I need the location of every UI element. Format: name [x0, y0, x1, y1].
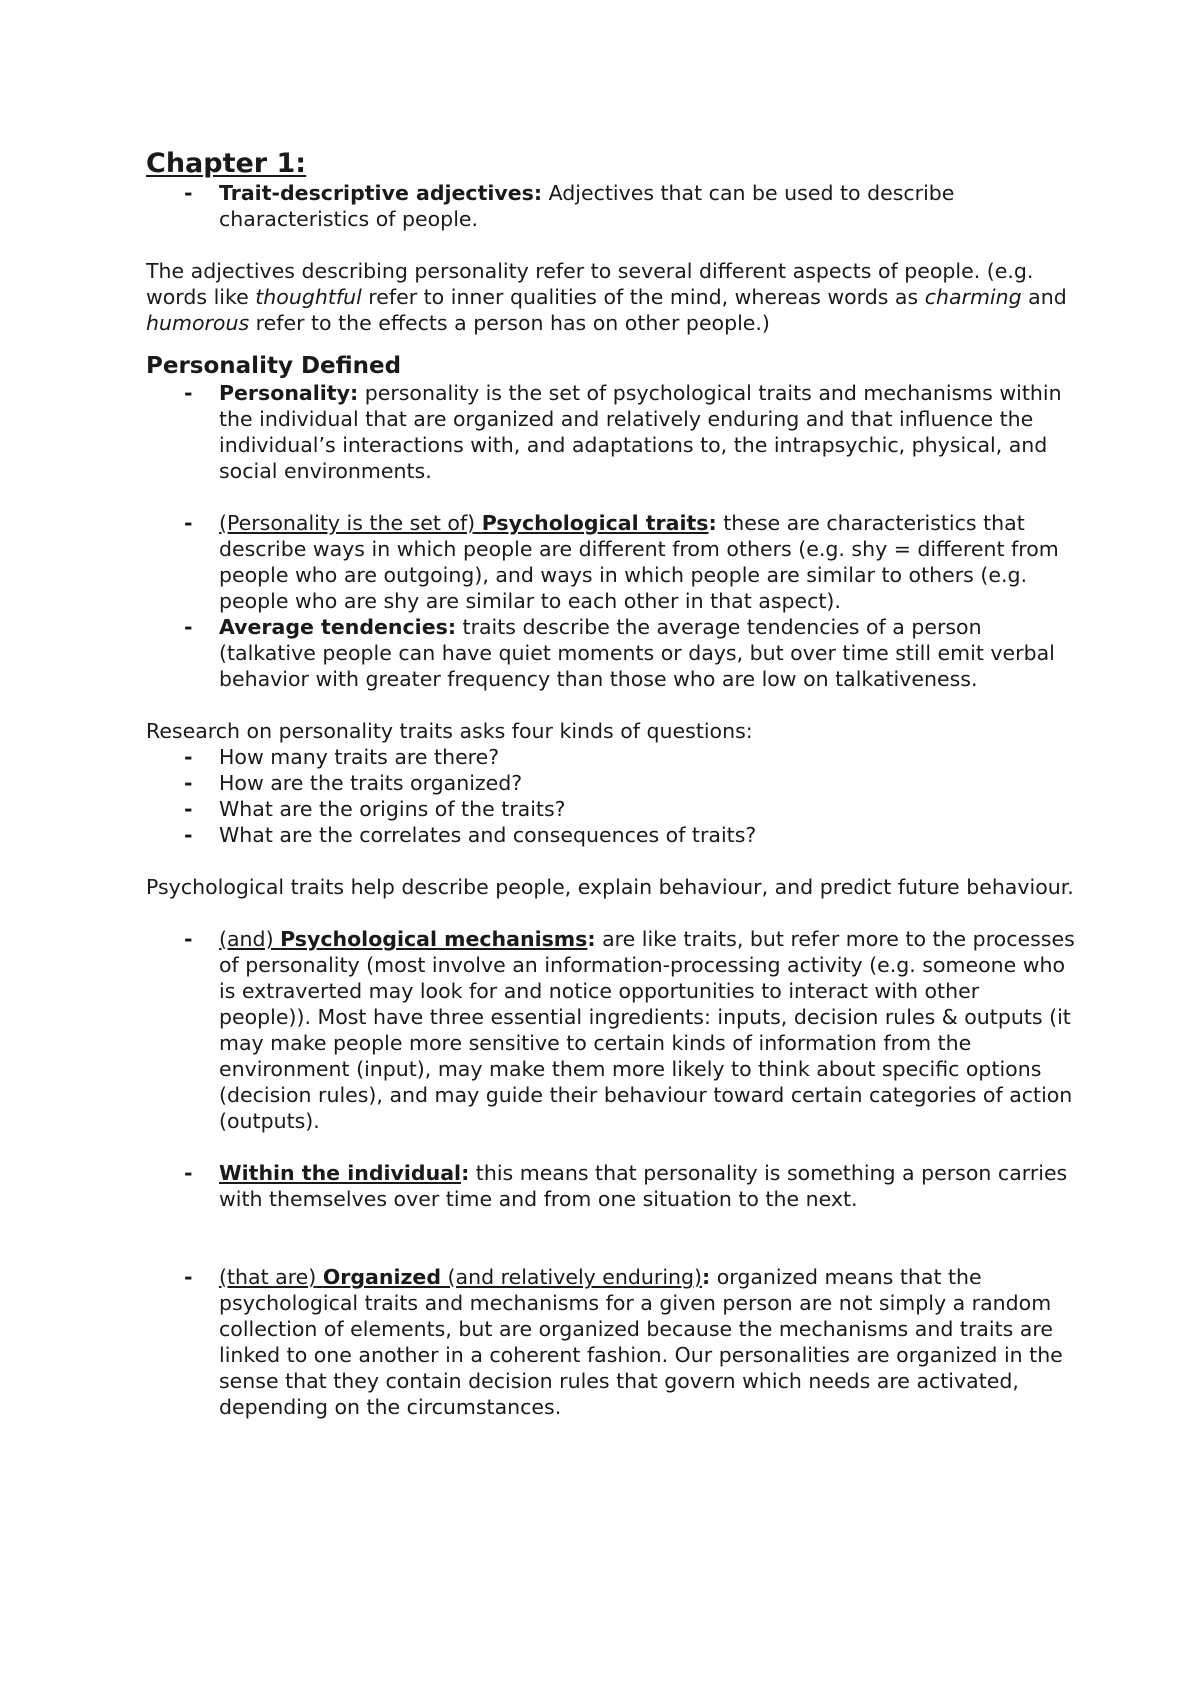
- paragraph-text: and: [1021, 285, 1067, 309]
- question-text: What are the correlates and consequences of traits?: [219, 823, 757, 847]
- paragraph-text: refer to the effects a person has on other people.): [249, 311, 770, 335]
- italic-word: charming: [924, 285, 1022, 309]
- bullet-dash: -: [184, 381, 193, 405]
- list-item: [146, 770, 1076, 796]
- italic-word: humorous: [146, 311, 250, 335]
- definition-text: organized means that the psychological traits and mechanisms for a given person are not simply a random collection of elements, but are organized because the mechanisms and traits are linked to one another in a coherent fashion. Our personalities are organized in the sense that they contain decision rules that govern which needs are activated, depending on the circumstances.: [219, 1265, 1063, 1419]
- definition-text: traits describe the average tendencies of a person (talkative people can have quiet moments or days, but over time still emit verbal behavior with greater frequency than those who are low on talkativeness.: [219, 615, 1055, 691]
- list-item: [146, 796, 1076, 822]
- term-organized: Organized: [322, 1265, 442, 1289]
- questions-list: [146, 744, 1076, 848]
- bullet-dash: -: [184, 797, 193, 821]
- bullet-dash: -: [184, 1161, 193, 1185]
- colon: :: [587, 927, 596, 951]
- list-item: [146, 1264, 1076, 1420]
- colon: :: [702, 1265, 711, 1289]
- document-content: [146, 148, 1076, 1420]
- definition-text: are like traits, but refer more to the processes of personality (most involve an information-processing activity (e.g. someone who is extraverted may look for and notice opportunities to interact with other people)). Most have three essential ingredients: inputs, decision rules & outputs (it may make people more sensitive to certain kinds of information from the environment (input), may make them more likely to think about specific options (decision rules), and may guide their behaviour toward certain categories of action (outputs).: [219, 927, 1075, 1133]
- paragraph-text: The adjectives describing personality refer to several different aspects of people. (e.g. words like: [146, 259, 1034, 309]
- bullet-dash: -: [184, 615, 193, 639]
- adjectives-paragraph: [146, 258, 1076, 336]
- term-psychological-traits: Psychological traits: [481, 511, 709, 535]
- list-item: [146, 1160, 1076, 1212]
- mechanisms-list: [146, 926, 1076, 1134]
- colon: :: [461, 1161, 470, 1185]
- list-item: [146, 380, 1076, 484]
- definition-text: this means that personality is something a person carries with themselves over time and from one situation to the next.: [219, 1161, 1068, 1211]
- list-item: [146, 822, 1076, 848]
- bullet-dash: -: [184, 745, 193, 769]
- term-prefix: (Personality is the set of): [219, 511, 476, 535]
- definition-text: Adjectives that can be used to describe characteristics of people.: [219, 181, 955, 231]
- organized-list: [146, 1264, 1076, 1420]
- italic-word: thoughtful: [255, 285, 362, 309]
- colon: :: [708, 511, 717, 535]
- list-item: [146, 510, 1076, 614]
- term-prefix: (that are): [219, 1265, 317, 1289]
- term-within-individual: Within the individual: [219, 1161, 462, 1185]
- list-item: [146, 614, 1076, 692]
- definition-text: personality is the set of psychological traits and mechanisms within the individual that are organized and relatively enduring and that influence the individual’s interactions with, and adaptations to, the intrapsychic, physical, and social environments.: [219, 381, 1062, 483]
- bullet-dash: -: [184, 1265, 193, 1289]
- list-item: [146, 744, 1076, 770]
- definition-text: these are characteristics that describe ways in which people are different from others (e.g. shy = different from people who are outgoing), and ways in which people are similar to others (e.g. people who are shy are similar to each other in that aspect).: [219, 511, 1059, 613]
- question-text: How many traits are there?: [219, 745, 500, 769]
- bullet-dash: -: [184, 927, 193, 951]
- list-item: [146, 180, 1076, 232]
- term-trait-adjectives: Trait-descriptive adjectives:: [219, 181, 543, 205]
- question-text: How are the traits organized?: [219, 771, 523, 795]
- bullet-dash: -: [184, 823, 193, 847]
- term-psychological-mechanisms: Psychological mechanisms: [280, 927, 588, 951]
- traits-list: [146, 510, 1076, 692]
- section-title: Personality Defined: [146, 353, 402, 379]
- term-personality: Personality:: [219, 381, 359, 405]
- question-text: What are the origins of the traits?: [219, 797, 566, 821]
- research-intro: Research on personality traits asks four kinds of questions:: [146, 719, 753, 743]
- term-suffix: (and relatively enduring): [441, 1265, 703, 1289]
- paragraph-text: refer to inner qualities of the mind, whereas words as: [361, 285, 925, 309]
- describe-paragraph: Psychological traits help describe people, explain behaviour, and predict future behaviour.: [146, 875, 1074, 899]
- within-list: [146, 1160, 1076, 1212]
- list-item: [146, 926, 1076, 1134]
- personality-list: [146, 380, 1076, 484]
- chapter-title: Chapter 1:: [146, 148, 307, 179]
- bullet-dash: -: [184, 181, 193, 205]
- trait-adjectives-list: [146, 180, 1076, 232]
- bullet-dash: -: [184, 511, 193, 535]
- term-prefix: (and): [219, 927, 274, 951]
- bullet-dash: -: [184, 771, 193, 795]
- term-average-tendencies: Average tendencies:: [219, 615, 457, 639]
